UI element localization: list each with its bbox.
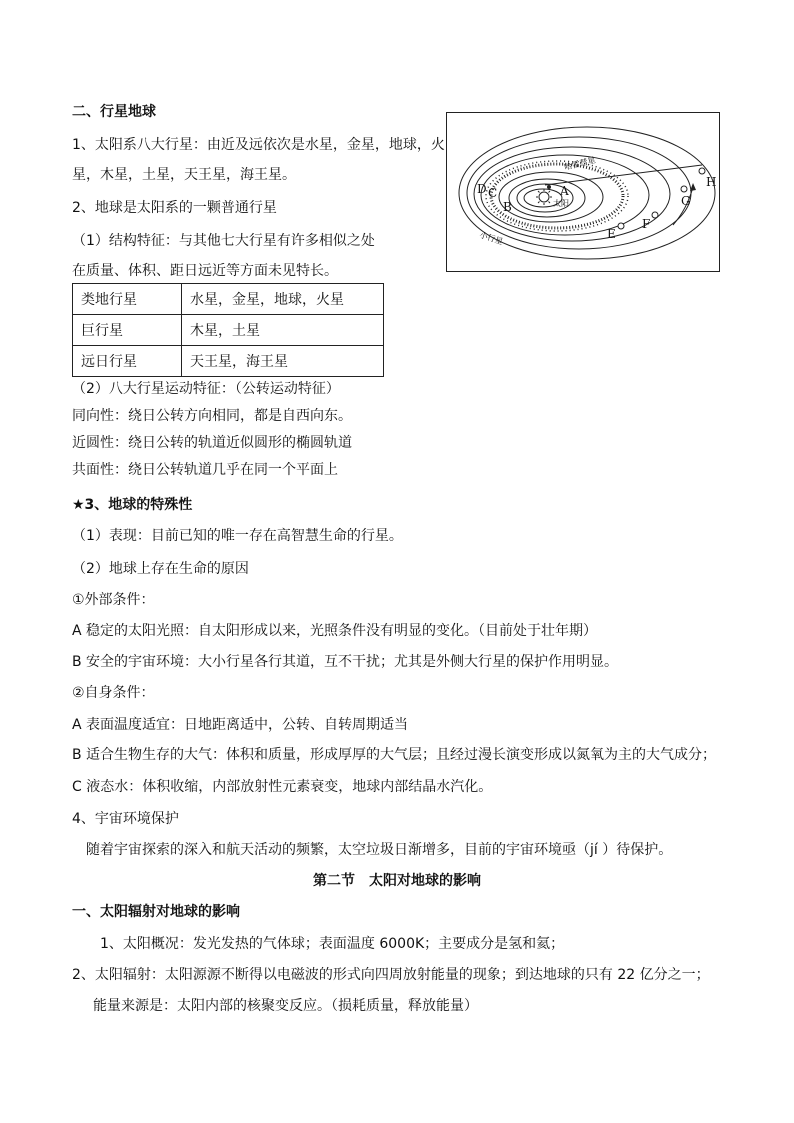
label-f: F bbox=[642, 217, 651, 231]
label-e: E bbox=[607, 227, 616, 241]
label-asteroid: 小行星 bbox=[478, 230, 504, 247]
sun-icon bbox=[536, 189, 552, 205]
paragraph-structure-feature: （1）结构特征：与其他七大行星有许多相似之处 bbox=[72, 233, 375, 249]
paragraph-internal-c: C 液态水：体积收缩，内部放射性元素衰变，地球内部结晶水汽化。 bbox=[72, 779, 493, 795]
solar-system-diagram bbox=[446, 112, 720, 272]
label-halley-comet: 哈雷彗星 bbox=[563, 155, 597, 172]
table-cell-type: 远日行星 bbox=[73, 346, 182, 377]
table-cell-planets: 木星，土星 bbox=[182, 315, 384, 346]
label-c: C bbox=[488, 186, 498, 200]
paragraph-planets-order-line1: 1、太阳系八大行星：由近及远依次是水星，金星，地球，火 bbox=[72, 137, 445, 153]
paragraph-external-b: B 安全的宇宙环境：大小行星各行其道，互不干扰；尤其是外侧大行星的保护作用明显。 bbox=[72, 654, 619, 670]
paragraph-motion-near-circular: 近圆性：绕日公转的轨道近似圆形的椭圆轨道 bbox=[72, 435, 352, 451]
paragraph-motion-same-direction: 同向性：绕日公转方向相同，都是自西向东。 bbox=[72, 408, 352, 424]
label-d: D bbox=[477, 182, 487, 196]
section-heading-planet-earth: 二、行星地球 bbox=[72, 104, 156, 120]
paragraph-life-reasons: （2）地球上存在生命的原因 bbox=[72, 561, 249, 577]
paragraph-motion-coplanar: 共面性：绕日公转轨道几乎在同一个平面上 bbox=[72, 462, 338, 478]
planet-classification-table bbox=[72, 283, 384, 377]
paragraph-planets-order-line2: 星，木星，土星，天王星，海王星。 bbox=[72, 167, 296, 183]
paragraph-external-a: A 稳定的太阳光照：自太阳形成以来，光照条件没有明显的变化。（目前处于壮年期） bbox=[72, 623, 598, 639]
paragraph-internal-a: A 表面温度适宜：日地距离适中，公转、自转周期适当 bbox=[72, 717, 409, 733]
label-h: H bbox=[706, 175, 717, 189]
paragraph-internal-title: ②自身条件： bbox=[72, 685, 155, 701]
section-heading-solar-radiation: 一、太阳辐射对地球的影响 bbox=[72, 904, 240, 920]
table-row bbox=[73, 284, 384, 315]
table-cell-planets: 天王星，海王星 bbox=[182, 346, 384, 377]
paragraph-only-intelligent-life: （1）表现：目前已知的唯一存在高智慧生命的行星。 bbox=[72, 528, 403, 544]
label-g: G bbox=[681, 194, 691, 208]
paragraph-space-protection: 随着宇宙探索的深入和航天活动的频繁，太空垃圾日渐增多，目前的宇宙环境亟（jí ）待保护。 bbox=[86, 842, 673, 858]
label-a: A bbox=[560, 184, 569, 198]
paragraph-ordinary-planet: 2、地球是太阳系的一颗普通行星 bbox=[72, 200, 277, 216]
table-cell-type: 巨行星 bbox=[73, 315, 182, 346]
paragraph-external-title: ①外部条件： bbox=[72, 592, 155, 608]
table-row bbox=[73, 315, 384, 346]
table-row bbox=[73, 346, 384, 377]
section-heading-earth-special: ★3、地球的特殊性 bbox=[72, 497, 193, 513]
paragraph-internal-b: B 适合生物生存的大气：体积和质量，形成厚厚的大气层；且经过漫长演变形成以氮氧为主的大气成分； bbox=[72, 747, 717, 763]
table-cell-type: 类地行星 bbox=[73, 284, 182, 315]
chapter-title: 第二节 太阳对地球的影响 bbox=[313, 873, 481, 889]
paragraph-motion-title: （2）八大行星运动特征：（公转运动特征） bbox=[72, 381, 340, 397]
paragraph-solar-radiation: 2、太阳辐射：太阳源源不断得以电磁波的形式向四周放射能量的现象；到达地球的只有 22 亿分之一； bbox=[72, 967, 710, 983]
paragraph-energy-source: 能量来源是：太阳内部的核聚变反应。（损耗质量，释放能量） bbox=[93, 998, 478, 1014]
label-sun: 太阳 bbox=[553, 199, 569, 208]
paragraph-sun-overview: 1、太阳概况：发光发热的气体球；表面温度 6000K；主要成分是氢和氦； bbox=[100, 936, 565, 952]
label-b: B bbox=[503, 200, 512, 214]
table-cell-planets: 水星，金星，地球，火星 bbox=[182, 284, 384, 315]
section-heading-space-protection: 4、宇宙环境保护 bbox=[72, 811, 179, 827]
orbit-outer-2 bbox=[467, 137, 691, 249]
paragraph-no-special: 在质量、体积、距日远近等方面未见特长。 bbox=[72, 263, 338, 279]
